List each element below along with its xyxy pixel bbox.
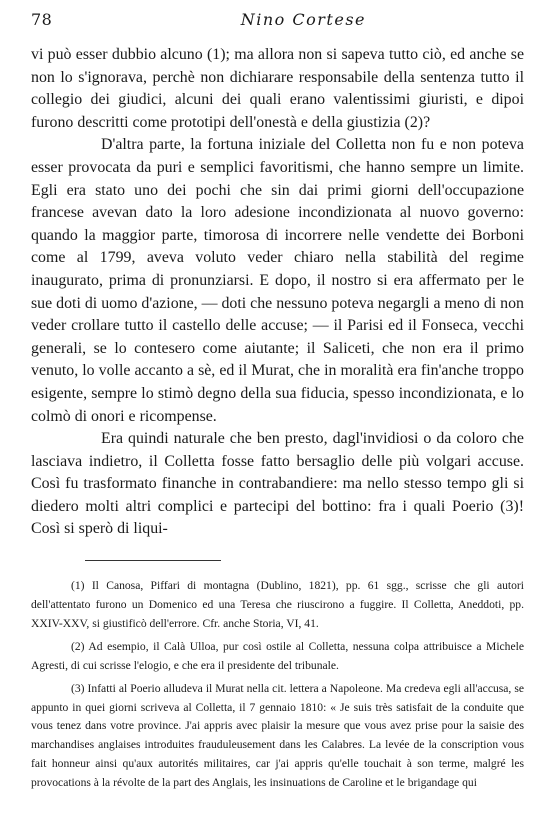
footnote: (2) Ad esempio, il Calà Ulloa, pur così ostile al Colletta, nessuna colpa attribuisce a Michele Agresti, di cui scrisse l'elogio, e che era il presidente del tribunale. xyxy=(31,639,524,672)
separator-rule xyxy=(85,560,221,561)
footnote-separator xyxy=(31,553,524,571)
page-header xyxy=(31,10,524,38)
footnote: (3) Infatti al Poerio alludeva il Murat nella cit. lettera a Napoleone. Ma credeva egli all'accusa, se appunto in quei giorni scriveva al Colletta, il 7 gennaio 1810: « Je suis très satisfait de la conduite que vous tenez dans votre province. J'ai appris avec plaisir la mesure que vous avez prise pour la saisie des marchandises anglaises introduites frauduleusement dans les Calabres. La levée de la conscription vous fait honneur ainsi qu'aux autorités militaires, car j'ai appris qu'elle touchait à son terme, malgré les provocations à la révolte de la part des Anglais, les insinuations de Caroline et le brigandage qui xyxy=(31,681,524,790)
paragraph: Era quindi naturale che ben presto, dagl'invidiosi o da coloro che lasciava indietro, il Colletta fosse fatto bersaglio delle più volgari accuse. Così fu trasformato finanche in contrabandiere: ma nello stesso tempo gli si diedero molti altri complici e partecipi del bottino: fra i quali Poerio (3)! Così si sperò di liqui- xyxy=(31,430,524,538)
body-text xyxy=(31,44,524,541)
page-number: 78 xyxy=(31,10,53,29)
footnote: (1) Il Canosa, Piffari di montagna (Dublino, 1821), pp. 61 sgg., scrisse che gli autori dell'attentato furono un Domenico ed una Teresa che riuscirono a fuggire. Il Colletta, Aneddoti, pp. XXIV-XXV, si giustificò dell'errore. Cfr. anche Storia, VI, 41. xyxy=(31,579,524,630)
paragraph: D'altra parte, la fortuna iniziale del Colletta non fu e non poteva esser provocata da puri e semplici favoritismi, che hanno sempre un limite. Egli era stato uno dei pochi che sin dai primi giorni dell'occupazione francese avevan dato la loro adesione incondizionata al nuovo governo: quando la maggior parte, timorosa di incorrere nelle vendette dei Borboni come al 1799, aveva voluto veder chiaro nella stabilità del regime inaugurato, prima di pronunziarsi. E dopo, il nostro si era affermato per le sue doti di uomo d'azione, — doti che nessuno poteva negargli a meno di non veder crollare tutto il castello delle accuse; — il Parisi ed il Fonseca, vecchi generali, se lo contesero come aiutante; il Saliceti, che non era il primo venuto, lo volle accanto a sè, ed il Murat, che in moralità era fin'anche troppo esigente, sempre lo stimò degno della sua fiducia, spesso incondizionata, e lo colmò di onori e ricompense. xyxy=(31,136,524,425)
running-head: Nino Cortese xyxy=(240,10,366,29)
footnotes xyxy=(31,577,524,793)
paragraph: vi può esser dubbio alcuno (1); ma allora non si sapeva tutto ciò, ed anche se non lo s'ignorava, perchè non dichiarare responsabile della sentenza tutto il collegio dei giudici, alcuni dei quali erano valentissimi giuristi, e dipoi furono descritti come prototipi dell'onestà e della giustizia (2)? xyxy=(31,46,524,131)
